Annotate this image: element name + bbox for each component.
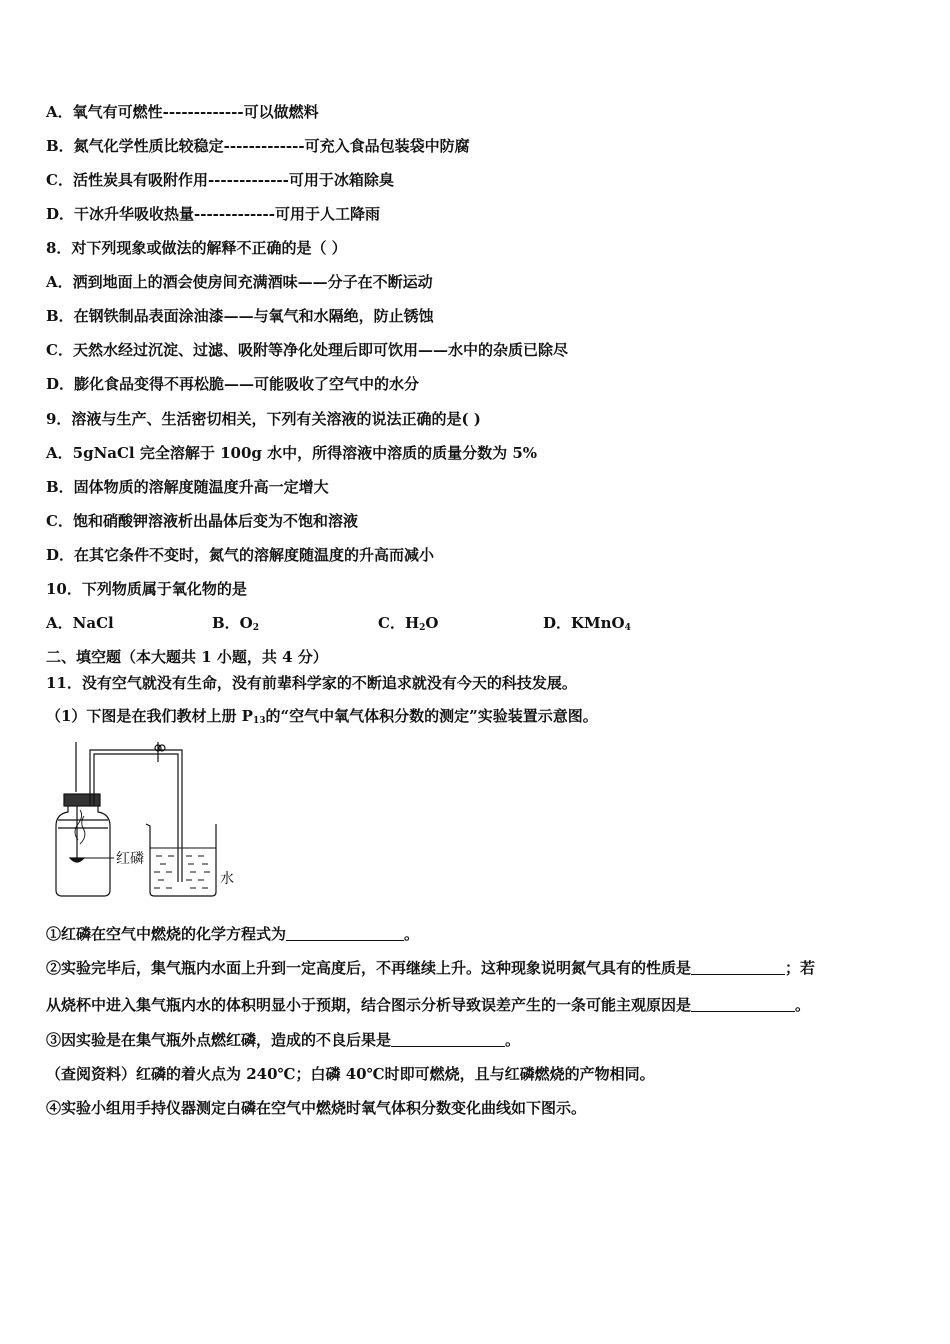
q11-part1: （1）下图是在我们教材上册 $P_{13}$的“空气中氧气体积分数的测定”实验装置示意图。 — [46, 707, 598, 726]
q8-option-d: D．膨化食品变得不再松脆——可能吸收了空气中的水分 — [46, 375, 420, 393]
q8-option-b: B．在钢铁制品表面涂油漆——与氧气和水隔绝，防止锈蚀 — [46, 307, 434, 325]
q9-option-d: D．在其它条件不变时，氮气的溶解度随温度的升高而减小 — [46, 546, 435, 564]
q11-info: （查阅资料）红磷的着火点为 240℃；白磷 40℃时即可燃烧，且与红磷燃烧的产物相同。 — [46, 1065, 655, 1083]
q7-option-b: B．氮气化学性质比较稳定-------------可充入食品包装袋中防腐 — [46, 137, 470, 155]
q10-option-a: A．NaCl — [46, 614, 114, 632]
answer-blank-4[interactable] — [391, 1032, 505, 1047]
q9-stem: 9．溶液与生产、生活密切相关，下列有关溶液的说法正确的是( ) — [46, 410, 481, 428]
q9-option-b: B．固体物质的溶解度随温度升高一定增大 — [46, 478, 329, 496]
q10-option-c: C．$H_2O$ — [378, 614, 439, 633]
q11-s4: ④实验小组用手持仪器测定白磷在空气中燃烧时氧气体积分数变化曲线如下图示。 — [46, 1099, 587, 1117]
q7-option-d: D．干冰升华吸收热量-------------可用于人工降雨 — [46, 205, 380, 223]
q7-option-c: C．活性炭具有吸附作用-------------可用于冰箱除臭 — [46, 171, 394, 189]
q11-s1: ①红磷在空气中燃烧的化学方程式为 。 — [46, 925, 420, 943]
q8-stem: 8．对下列现象或做法的解释不正确的是（ ） — [46, 239, 347, 257]
q8-option-a: A．洒到地面上的酒会使房间充满酒味——分子在不断运动 — [46, 273, 433, 291]
q11-s2-a: ②实验完毕后，集气瓶内水面上升到一定高度后，不再继续上升。这种现象说明氮气具有的性质是 ；若 — [46, 959, 816, 977]
q11-s3: ③因实验是在集气瓶外点燃红磷，造成的不良后果是 。 — [46, 1031, 521, 1049]
q9-option-c: C．饱和硝酸钾溶液析出晶体后变为不饱和溶液 — [46, 512, 358, 530]
q10-option-b: B．$O_2$ — [212, 614, 260, 633]
label-red-phosphorus: 红磷 — [116, 851, 144, 867]
q11-s2-b: 从烧杯中进入集气瓶内水的体积明显小于预期，结合图示分析导致误差产生的一条可能主观原因是 。 — [46, 996, 811, 1014]
answer-blank-3[interactable] — [691, 997, 795, 1012]
section-heading: 二、填空题（本大题共 1 小题，共 4 分） — [46, 648, 328, 666]
combustion-spoon — [70, 858, 84, 862]
answer-blank-2[interactable] — [691, 960, 785, 975]
q9-option-a: A．5gNaCl 完全溶解于 100g 水中，所得溶液中溶质的质量分数为 5% — [46, 444, 538, 462]
q11-stem: 11．没有空气就没有生命，没有前辈科学家的不断追求就没有今天的科技发展。 — [46, 674, 577, 692]
beaker — [146, 824, 216, 896]
apparatus-diagram — [50, 740, 250, 900]
q10-stem: 10．下列物质属于氧化物的是 — [46, 580, 247, 598]
q7-option-a: A．氧气有可燃性-------------可以做燃料 — [46, 103, 319, 121]
q8-option-c: C．天然水经过沉淀、过滤、吸附等净化处理后即可饮用——水中的杂质已除尽 — [46, 341, 568, 359]
answer-blank-1[interactable] — [286, 926, 404, 941]
label-water: 水 — [220, 871, 234, 887]
q10-option-d: D．KMnO$_4$ — [543, 614, 631, 633]
